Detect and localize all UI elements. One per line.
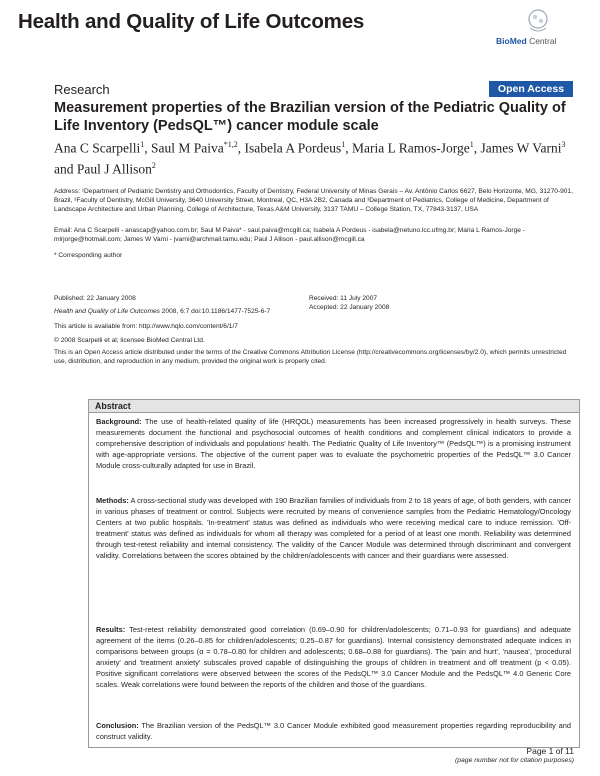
author[interactable]: Saul M Paiva bbox=[150, 140, 224, 156]
accepted-date: Accepted: 22 January 2008 bbox=[309, 304, 390, 311]
affiliation-address: Address: ¹Department of Pediatric Dentistry and Orthodontics, Faculty of Dentistry, Federal University of Minas Gerais – Av. Antônio Carlos 6627, Belo Horizonte, MG, 31270-901, Brazil, ²Faculty of Dentistry, McGill University, 3640 University Street, Montreal, QC, H3A 2B2, Canada and ³Department of Pediatrics, College of Medicine, Department of Landscape Architecture and Urban Planning, College of Architecture, Texas A&M University, 3137 TAMU – College Station, TX, 77843-3137, USA bbox=[54, 188, 573, 213]
author-list: Ana C Scarpelli$^1$, Saul M Paiva$^{*1,2}$, Isabela A Pordeus$^1$, Maria L Ramos-Jorge$^1$, James W Varni$^3$ and Paul J Allison$^2$ bbox=[54, 140, 566, 176]
abstract-box bbox=[88, 399, 580, 748]
author-affiliation: 1 bbox=[469, 140, 474, 149]
article-url[interactable]: This article is available from: http://www.hqlo.com/content/6/1/7 bbox=[54, 323, 238, 330]
publisher-logo-text: BioMed Central bbox=[496, 36, 557, 46]
author[interactable]: Ana C Scarpelli bbox=[54, 140, 141, 156]
received-date: Received: 11 July 2007 bbox=[309, 295, 378, 302]
abstract-methods: Methods: A cross-sectional study was developed with 190 Brazilian families of individuals from 2 to 18 years of age, of both genders, with cancer in various phases of treatment or control. Subjects were recruited by means of convenience samples from the Pediatric Hematology/Oncology Centers at two public hospitals. 'In-treatment' status was defined as individuals who were receiving medical care to induce remission. 'Off-treatment' status was defined as individuals for whom all therapy was completed for a period of at least one month. Reliability was determined through test-retest reliability and internal consistency. The validity of the Cancer Module was determined through discriminant and convergent validity. Correlations between the scores obtained by the children/adolescents with cancer and their guardians were assessed. bbox=[96, 496, 571, 560]
author-affiliation: 1 bbox=[140, 140, 145, 149]
page-number-note: (page number not for citation purposes) bbox=[454, 757, 574, 764]
license-text[interactable]: This is an Open Access article distributed under the terms of the Creative Commons Attribution License (http://creativecommons.org/licenses/by/2.0), which permits unrestricted use, distribution, and reproduction in any medium, provided the original work is properly cited. bbox=[54, 349, 567, 365]
publisher-logo[interactable] bbox=[490, 8, 586, 56]
publication-info bbox=[54, 294, 324, 316]
author[interactable]: Isabela A Pordeus bbox=[244, 140, 342, 156]
author-affiliation: 1 bbox=[341, 140, 346, 149]
abstract-results: Results: Test-retest reliability demonstrated good correlation (0.69–0.90 for children/adolescents; 0.71–0.93 for guardians) and adequate agreement of the items (0.26–0.85 for children/adolescents; 0.25–0.87 for guardians). Internal consistency demonstrated adequate indices in comparisons between groups (α = 0.78–0.80 for children and adolescents; 0.68–0.88 for guardians). The 'pain and hurt', 'nausea', 'procedural anxiety' and 'treatment anxiety' subscales proved capable of distinguishing the groups of children in treatment and off treatment (p < 0.05). Positive significant correlations were observed between the scores of the PedsQL™ 3.0 Cancer Module and the PedsQL™ 4.0 Generic Core scales. Weak correlations were found between the reports of the children and those of the guardians. bbox=[96, 625, 571, 689]
author[interactable]: James W Varni bbox=[480, 140, 562, 156]
abstract-heading: Abstract bbox=[89, 400, 579, 413]
author-affiliation: 2 bbox=[151, 160, 156, 170]
copyright-notice bbox=[54, 336, 579, 366]
section-label: Research bbox=[54, 82, 110, 97]
received-info bbox=[309, 294, 509, 312]
author[interactable]: Maria L Ramos-Jorge bbox=[351, 140, 470, 156]
biomed-central-logo-icon bbox=[526, 8, 550, 34]
author-affiliation: *1,2 bbox=[223, 140, 238, 149]
open-access-badge: Open Access bbox=[489, 81, 573, 97]
published-date: Published: 22 January 2008 bbox=[54, 295, 136, 302]
article-title: Measurement properties of the Brazilian version of the Pediatric Quality of Life Inventory (PedsQL™) cancer module scale bbox=[54, 100, 566, 134]
citation: Health and Quality of Life Outcomes 2008, 6:7 doi:10.1186/1477-7525-6-7 bbox=[54, 308, 271, 315]
journal-title: Health and Quality of Life Outcomes bbox=[18, 10, 365, 33]
author[interactable]: Paul J Allison bbox=[76, 161, 152, 176]
abstract-background: Background: The use of health-related quality of life (HRQOL) measurements has been increased progressively in health surveys. These measurements document the functional and psychosocial outcomes of health conditions and complement clinical indicators to provide a comprehensive description of individuals and populations' health. The Pediatric Quality of Life Inventory™ (PedsQL™) is a promising instrument with age-appropriate versions. The objective of the current paper was to evaluate the psychometric properties of the PedsQL™ 3.0 Cancer Module cross-culturally adapted for use in Brazil. bbox=[96, 417, 571, 470]
copyright-line: © 2008 Scarpelli et al; licensee BioMed Central Ltd. bbox=[54, 337, 205, 344]
corresponding-author-note: * Corresponding author bbox=[54, 252, 123, 259]
author-affiliation: 3 bbox=[561, 140, 566, 149]
abstract-conclusion: Conclusion: The Brazilian version of the PedsQL™ 3.0 Cancer Module exhibited good measurement properties regarding reproducibility and construct validity. bbox=[96, 721, 571, 741]
author-emails[interactable]: Email: Ana C Scarpelli - anascap@yahoo.com.br; Saul M Paiva* - saul.paiva@mcgill.ca; Isabela A Pordeus - isabela@netuno.lcc.ufmg.br; Maria L Ramos-Jorge - mlrjorge@hotmail.com; James W Varni - jvarni@archmail.tamu.edu; Paul J Allison - paul.allison@mcgill.ca bbox=[54, 227, 525, 243]
page-number: Page 1 of 11 bbox=[526, 746, 574, 756]
